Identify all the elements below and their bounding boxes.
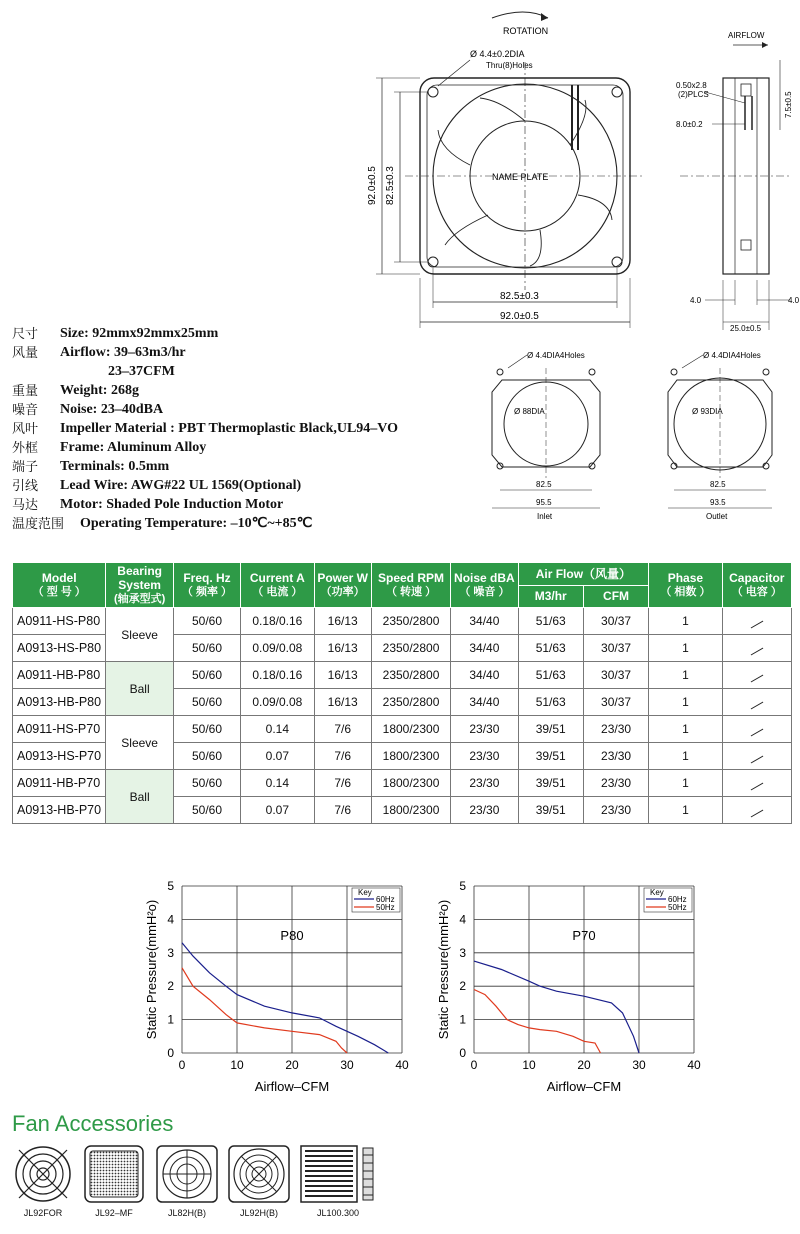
capacitor-cell bbox=[722, 635, 791, 662]
freq-cell: 50/60 bbox=[173, 797, 240, 824]
power-cell: 16/13 bbox=[314, 608, 371, 635]
spec-cn-label: 温度范围 bbox=[12, 516, 65, 531]
outlet-drawing bbox=[650, 340, 800, 525]
header-speed: Speed RPM （ 转速 ） bbox=[371, 563, 450, 608]
capacitor-mark-icon bbox=[750, 729, 763, 737]
table-row bbox=[13, 716, 792, 743]
phase-cell: 1 bbox=[649, 635, 722, 662]
inlet-label: Inlet bbox=[537, 512, 553, 521]
y-tick-label: 0 bbox=[167, 1046, 174, 1060]
current-cell: 0.09/0.08 bbox=[241, 635, 314, 662]
chart-legend bbox=[352, 888, 400, 912]
cfm-cell: 23/30 bbox=[583, 716, 648, 743]
power-cell: 16/13 bbox=[314, 689, 371, 716]
outlet-dia-label: Ø 93DIA bbox=[692, 407, 723, 416]
power-cell: 16/13 bbox=[314, 662, 371, 689]
outlet-dim-93: 93.5 bbox=[710, 498, 726, 507]
spec-value: Impeller Material : PBT Thermoplastic Black,UL94–VO bbox=[60, 421, 399, 436]
spec-row bbox=[12, 495, 482, 514]
x-tick-label: 10 bbox=[230, 1058, 244, 1072]
mesh-filter-icon bbox=[84, 1145, 144, 1203]
current-cell: 0.09/0.08 bbox=[241, 689, 314, 716]
x-tick-label: 0 bbox=[178, 1058, 186, 1072]
inlet-dim-82: 82.5 bbox=[536, 480, 552, 489]
y-tick-label: 4 bbox=[459, 912, 466, 927]
speed-cell: 2350/2800 bbox=[371, 689, 450, 716]
noise-cell: 23/30 bbox=[451, 743, 518, 770]
m3-cell: 51/63 bbox=[518, 635, 583, 662]
spec-cn-label: 重量 bbox=[12, 383, 39, 398]
spec-row bbox=[12, 362, 482, 381]
outlet-holes-note: Ø 4.4DIA4Holes bbox=[703, 351, 761, 360]
phase-cell: 1 bbox=[649, 770, 722, 797]
series-line-60hz bbox=[474, 961, 639, 1053]
y-tick-label: 3 bbox=[459, 945, 466, 960]
name-plate-label: NAME PLATE bbox=[492, 172, 549, 182]
accessory-label: JL82H(B) bbox=[167, 1208, 206, 1218]
capacitor-cell bbox=[722, 716, 791, 743]
spec-row bbox=[12, 381, 482, 400]
dim-7-5: 7.5±0.5 bbox=[784, 91, 793, 118]
spec-row bbox=[12, 476, 482, 495]
legend-label: 50Hz bbox=[668, 903, 687, 912]
x-tick-label: 40 bbox=[687, 1058, 701, 1072]
x-tick-label: 0 bbox=[470, 1058, 478, 1072]
freq-cell: 50/60 bbox=[173, 689, 240, 716]
current-cell: 0.07 bbox=[241, 743, 314, 770]
inlet-holes-note: Ø 4.4DIA4Holes bbox=[527, 351, 585, 360]
spec-row bbox=[12, 400, 482, 419]
spec-cn-label: 外框 bbox=[12, 440, 39, 455]
inlet-dia-label: Ø 88DIA bbox=[514, 407, 545, 416]
dim-82-vertical: 82.5±0.3 bbox=[385, 166, 396, 205]
model-cell: A0911-HB-P70 bbox=[13, 770, 106, 797]
speed-cell: 2350/2800 bbox=[371, 608, 450, 635]
x-tick-label: 20 bbox=[577, 1058, 591, 1072]
dim-92-horizontal: 92.0±0.5 bbox=[500, 311, 539, 322]
spec-row bbox=[12, 514, 482, 533]
spec-row bbox=[12, 438, 482, 457]
spec-value: Weight: 268g bbox=[60, 383, 139, 398]
dim-82-horizontal: 82.5±0.3 bbox=[500, 291, 539, 302]
series-line-50hz bbox=[474, 990, 601, 1054]
header-m3hr: M3/hr bbox=[518, 585, 583, 608]
capacitor-mark-icon bbox=[750, 648, 763, 656]
spec-cn-label: 噪音 bbox=[12, 402, 39, 417]
header-power: Power W （功率） bbox=[314, 563, 371, 608]
x-tick-label: 10 bbox=[522, 1058, 536, 1072]
spec-cn-label: 尺寸 bbox=[12, 326, 39, 341]
power-cell: 7/6 bbox=[314, 770, 371, 797]
table-row bbox=[13, 662, 792, 689]
capacitor-cell bbox=[722, 743, 791, 770]
dim-25-0: 25.0±0.5 bbox=[730, 324, 762, 333]
x-tick-label: 20 bbox=[285, 1058, 299, 1072]
capacitor-cell bbox=[722, 797, 791, 824]
accessory-jl92for[interactable] bbox=[12, 1145, 74, 1218]
power-cell: 16/13 bbox=[314, 635, 371, 662]
noise-cell: 23/30 bbox=[451, 716, 518, 743]
header-bearing: Bearing System (轴承型式) bbox=[106, 563, 173, 608]
table-row bbox=[13, 608, 792, 635]
legend-label: 60Hz bbox=[376, 895, 395, 904]
accessory-jl82hb[interactable] bbox=[154, 1145, 220, 1218]
dim-4-0-right: 4.0 bbox=[788, 296, 800, 305]
header-phase: Phase （ 相数 ） bbox=[649, 563, 722, 608]
spec-value: Operating Temperature: –10℃~+85℃ bbox=[80, 516, 313, 531]
capacitor-cell bbox=[722, 689, 791, 716]
y-tick-label: 3 bbox=[167, 945, 174, 960]
model-cell: A0911-HB-P80 bbox=[13, 662, 106, 689]
chart-p70-svg bbox=[432, 878, 702, 1103]
spec-row bbox=[12, 419, 482, 438]
y-axis-label: Static Pressure(mmH²o) bbox=[144, 899, 159, 1040]
bearing-cell: Sleeve bbox=[106, 608, 173, 662]
inlet-dim-95: 95.5 bbox=[536, 498, 552, 507]
capacitor-mark-icon bbox=[750, 702, 763, 710]
cfm-cell: 23/30 bbox=[583, 770, 648, 797]
legend-label: 50Hz bbox=[376, 903, 395, 912]
noise-cell: 34/40 bbox=[451, 662, 518, 689]
chart-title: P80 bbox=[280, 928, 304, 944]
noise-cell: 23/30 bbox=[451, 797, 518, 824]
bearing-cell: Ball bbox=[106, 662, 173, 716]
phase-cell: 1 bbox=[649, 662, 722, 689]
louver-filter-icon bbox=[299, 1145, 377, 1203]
spec-row bbox=[12, 343, 482, 362]
chart-title: P70 bbox=[572, 928, 596, 944]
y-tick-label: 2 bbox=[459, 979, 466, 994]
x-tick-label: 30 bbox=[632, 1058, 646, 1072]
header-airflow: Air Flow（风量） bbox=[518, 563, 649, 586]
model-spec-table bbox=[12, 562, 792, 824]
model-cell: A0913-HB-P80 bbox=[13, 689, 106, 716]
x-tick-label: 40 bbox=[395, 1058, 409, 1072]
model-cell: A0913-HS-P70 bbox=[13, 743, 106, 770]
cfm-cell: 23/30 bbox=[583, 743, 648, 770]
capacitor-cell bbox=[722, 662, 791, 689]
chart-p80 bbox=[140, 878, 410, 1103]
phase-cell: 1 bbox=[649, 608, 722, 635]
current-cell: 0.18/0.16 bbox=[241, 608, 314, 635]
x-axis-label: Airflow–CFM bbox=[546, 1079, 622, 1094]
spec-cn-label: 端子 bbox=[12, 459, 39, 474]
accessories-title: Fan Accessories bbox=[12, 1111, 174, 1136]
y-tick-label: 0 bbox=[459, 1046, 466, 1060]
capacitor-cell bbox=[722, 608, 791, 635]
phase-cell: 1 bbox=[649, 797, 722, 824]
spec-value: Size: 92mmx92mmx25mm bbox=[60, 326, 219, 341]
phase-cell: 1 bbox=[649, 743, 722, 770]
finger-guard-icon bbox=[14, 1145, 72, 1203]
m3-cell: 39/51 bbox=[518, 716, 583, 743]
spec-value: Motor: Shaded Pole Induction Motor bbox=[60, 497, 284, 512]
speed-cell: 1800/2300 bbox=[371, 770, 450, 797]
inlet-drawing bbox=[480, 340, 640, 525]
noise-cell: 34/40 bbox=[451, 635, 518, 662]
y-tick-label: 1 bbox=[167, 1012, 174, 1027]
legend-label: 60Hz bbox=[668, 895, 687, 904]
cfm-cell: 30/37 bbox=[583, 608, 648, 635]
table-row bbox=[13, 770, 792, 797]
current-cell: 0.18/0.16 bbox=[241, 662, 314, 689]
spec-value: Airflow: 39–63m3/hr bbox=[60, 345, 186, 360]
power-cell: 7/6 bbox=[314, 743, 371, 770]
outlet-dim-82: 82.5 bbox=[710, 480, 726, 489]
accessory-label: JL100.300 bbox=[316, 1208, 360, 1218]
speed-cell: 2350/2800 bbox=[371, 662, 450, 689]
chart-p70 bbox=[432, 878, 702, 1103]
y-tick-label: 5 bbox=[459, 879, 466, 893]
accessory-label: JL92–MF bbox=[95, 1208, 133, 1218]
model-cell: A0913-HS-P80 bbox=[13, 635, 106, 662]
bearing-cell: Ball bbox=[106, 770, 173, 824]
freq-cell: 50/60 bbox=[173, 716, 240, 743]
terminal-spec: 0.50x2.8 bbox=[676, 81, 707, 90]
speed-cell: 1800/2300 bbox=[371, 797, 450, 824]
legend-title: Key bbox=[358, 888, 372, 897]
spec-list bbox=[12, 324, 482, 533]
spec-row bbox=[12, 324, 482, 343]
cfm-cell: 23/30 bbox=[583, 797, 648, 824]
y-tick-label: 1 bbox=[459, 1012, 466, 1027]
holes-note-2: Thru(8)Holes bbox=[486, 61, 533, 70]
header-freq: Freq. Hz （ 频率 ） bbox=[173, 563, 240, 608]
series-line-60hz bbox=[182, 943, 388, 1053]
legend-title: Key bbox=[650, 888, 664, 897]
model-cell: A0913-HB-P70 bbox=[13, 797, 106, 824]
y-axis-label: Static Pressure(mmH²o) bbox=[436, 899, 451, 1040]
chart-p80-svg bbox=[140, 878, 410, 1103]
x-tick-label: 30 bbox=[340, 1058, 354, 1072]
chart-legend bbox=[644, 888, 692, 912]
holes-note: Ø 4.4±0.2DIA bbox=[470, 49, 525, 59]
header-model: Model （ 型 号 ） bbox=[13, 563, 106, 608]
cfm-cell: 30/37 bbox=[583, 689, 648, 716]
power-cell: 7/6 bbox=[314, 797, 371, 824]
y-tick-label: 5 bbox=[167, 879, 174, 893]
airflow-label: AIRFLOW bbox=[728, 31, 765, 40]
terminal-count: (2)PLCS bbox=[678, 90, 709, 99]
header-capacitor: Capacitor （ 电容 ） bbox=[722, 563, 791, 608]
grill-guard-icon bbox=[228, 1145, 290, 1203]
spec-row bbox=[12, 457, 482, 476]
speed-cell: 1800/2300 bbox=[371, 716, 450, 743]
fan-front-drawing bbox=[360, 0, 660, 330]
m3-cell: 51/63 bbox=[518, 662, 583, 689]
current-cell: 0.14 bbox=[241, 716, 314, 743]
freq-cell: 50/60 bbox=[173, 635, 240, 662]
freq-cell: 50/60 bbox=[173, 770, 240, 797]
dim-4-0-left: 4.0 bbox=[690, 296, 702, 305]
power-cell: 7/6 bbox=[314, 716, 371, 743]
m3-cell: 39/51 bbox=[518, 797, 583, 824]
accessory-jl92-mf[interactable] bbox=[82, 1145, 146, 1218]
rotation-label: ROTATION bbox=[503, 26, 549, 36]
model-cell: A0911-HS-P70 bbox=[13, 716, 106, 743]
freq-cell: 50/60 bbox=[173, 662, 240, 689]
noise-cell: 23/30 bbox=[451, 770, 518, 797]
spec-value: Terminals: 0.5mm bbox=[60, 459, 170, 474]
spec-value: Noise: 23–40dBA bbox=[60, 402, 164, 417]
noise-cell: 34/40 bbox=[451, 608, 518, 635]
bearing-cell: Sleeve bbox=[106, 716, 173, 770]
capacitor-cell bbox=[722, 770, 791, 797]
spec-cn-label: 马达 bbox=[12, 497, 39, 512]
header-cfm: CFM bbox=[583, 585, 648, 608]
series-line-50hz bbox=[182, 968, 347, 1053]
model-cell: A0911-HS-P80 bbox=[13, 608, 106, 635]
capacitor-mark-icon bbox=[750, 621, 763, 629]
header-noise: Noise dBA （ 噪音 ） bbox=[451, 563, 518, 608]
phase-cell: 1 bbox=[649, 689, 722, 716]
cfm-cell: 30/37 bbox=[583, 662, 648, 689]
accessory-jl100-300[interactable] bbox=[298, 1145, 378, 1218]
phase-cell: 1 bbox=[649, 716, 722, 743]
fan-side-drawing bbox=[660, 20, 800, 340]
capacitor-mark-icon bbox=[750, 783, 763, 791]
capacitor-mark-icon bbox=[750, 756, 763, 764]
spec-value: Lead Wire: AWG#22 UL 1569(Optional) bbox=[60, 478, 302, 493]
spec-value: 23–37CFM bbox=[108, 364, 175, 379]
accessory-jl92hb[interactable] bbox=[226, 1145, 292, 1218]
current-cell: 0.14 bbox=[241, 770, 314, 797]
m3-cell: 39/51 bbox=[518, 743, 583, 770]
spec-value: Frame: Aluminum Alloy bbox=[60, 440, 207, 455]
grill-guard-icon bbox=[156, 1145, 218, 1203]
speed-cell: 2350/2800 bbox=[371, 635, 450, 662]
spec-cn-label: 风叶 bbox=[12, 421, 39, 436]
outlet-label: Outlet bbox=[706, 512, 728, 521]
accessory-label: JL92FOR bbox=[23, 1208, 63, 1218]
y-tick-label: 4 bbox=[167, 912, 174, 927]
current-cell: 0.07 bbox=[241, 797, 314, 824]
x-axis-label: Airflow–CFM bbox=[254, 1079, 330, 1094]
m3-cell: 39/51 bbox=[518, 770, 583, 797]
noise-cell: 34/40 bbox=[451, 689, 518, 716]
dim-92-vertical: 92.0±0.5 bbox=[367, 166, 378, 205]
freq-cell: 50/60 bbox=[173, 743, 240, 770]
cfm-cell: 30/37 bbox=[583, 635, 648, 662]
header-current: Current A （ 电流 ） bbox=[241, 563, 314, 608]
capacitor-mark-icon bbox=[750, 675, 763, 683]
speed-cell: 1800/2300 bbox=[371, 743, 450, 770]
spec-cn-label: 风量 bbox=[12, 345, 39, 360]
accessory-label: JL92H(B) bbox=[239, 1208, 278, 1218]
m3-cell: 51/63 bbox=[518, 608, 583, 635]
spec-cn-label: 引线 bbox=[12, 478, 39, 493]
m3-cell: 51/63 bbox=[518, 689, 583, 716]
freq-cell: 50/60 bbox=[173, 608, 240, 635]
dim-8-0: 8.0±0.2 bbox=[676, 120, 703, 129]
capacitor-mark-icon bbox=[750, 810, 763, 818]
y-tick-label: 2 bbox=[167, 979, 174, 994]
